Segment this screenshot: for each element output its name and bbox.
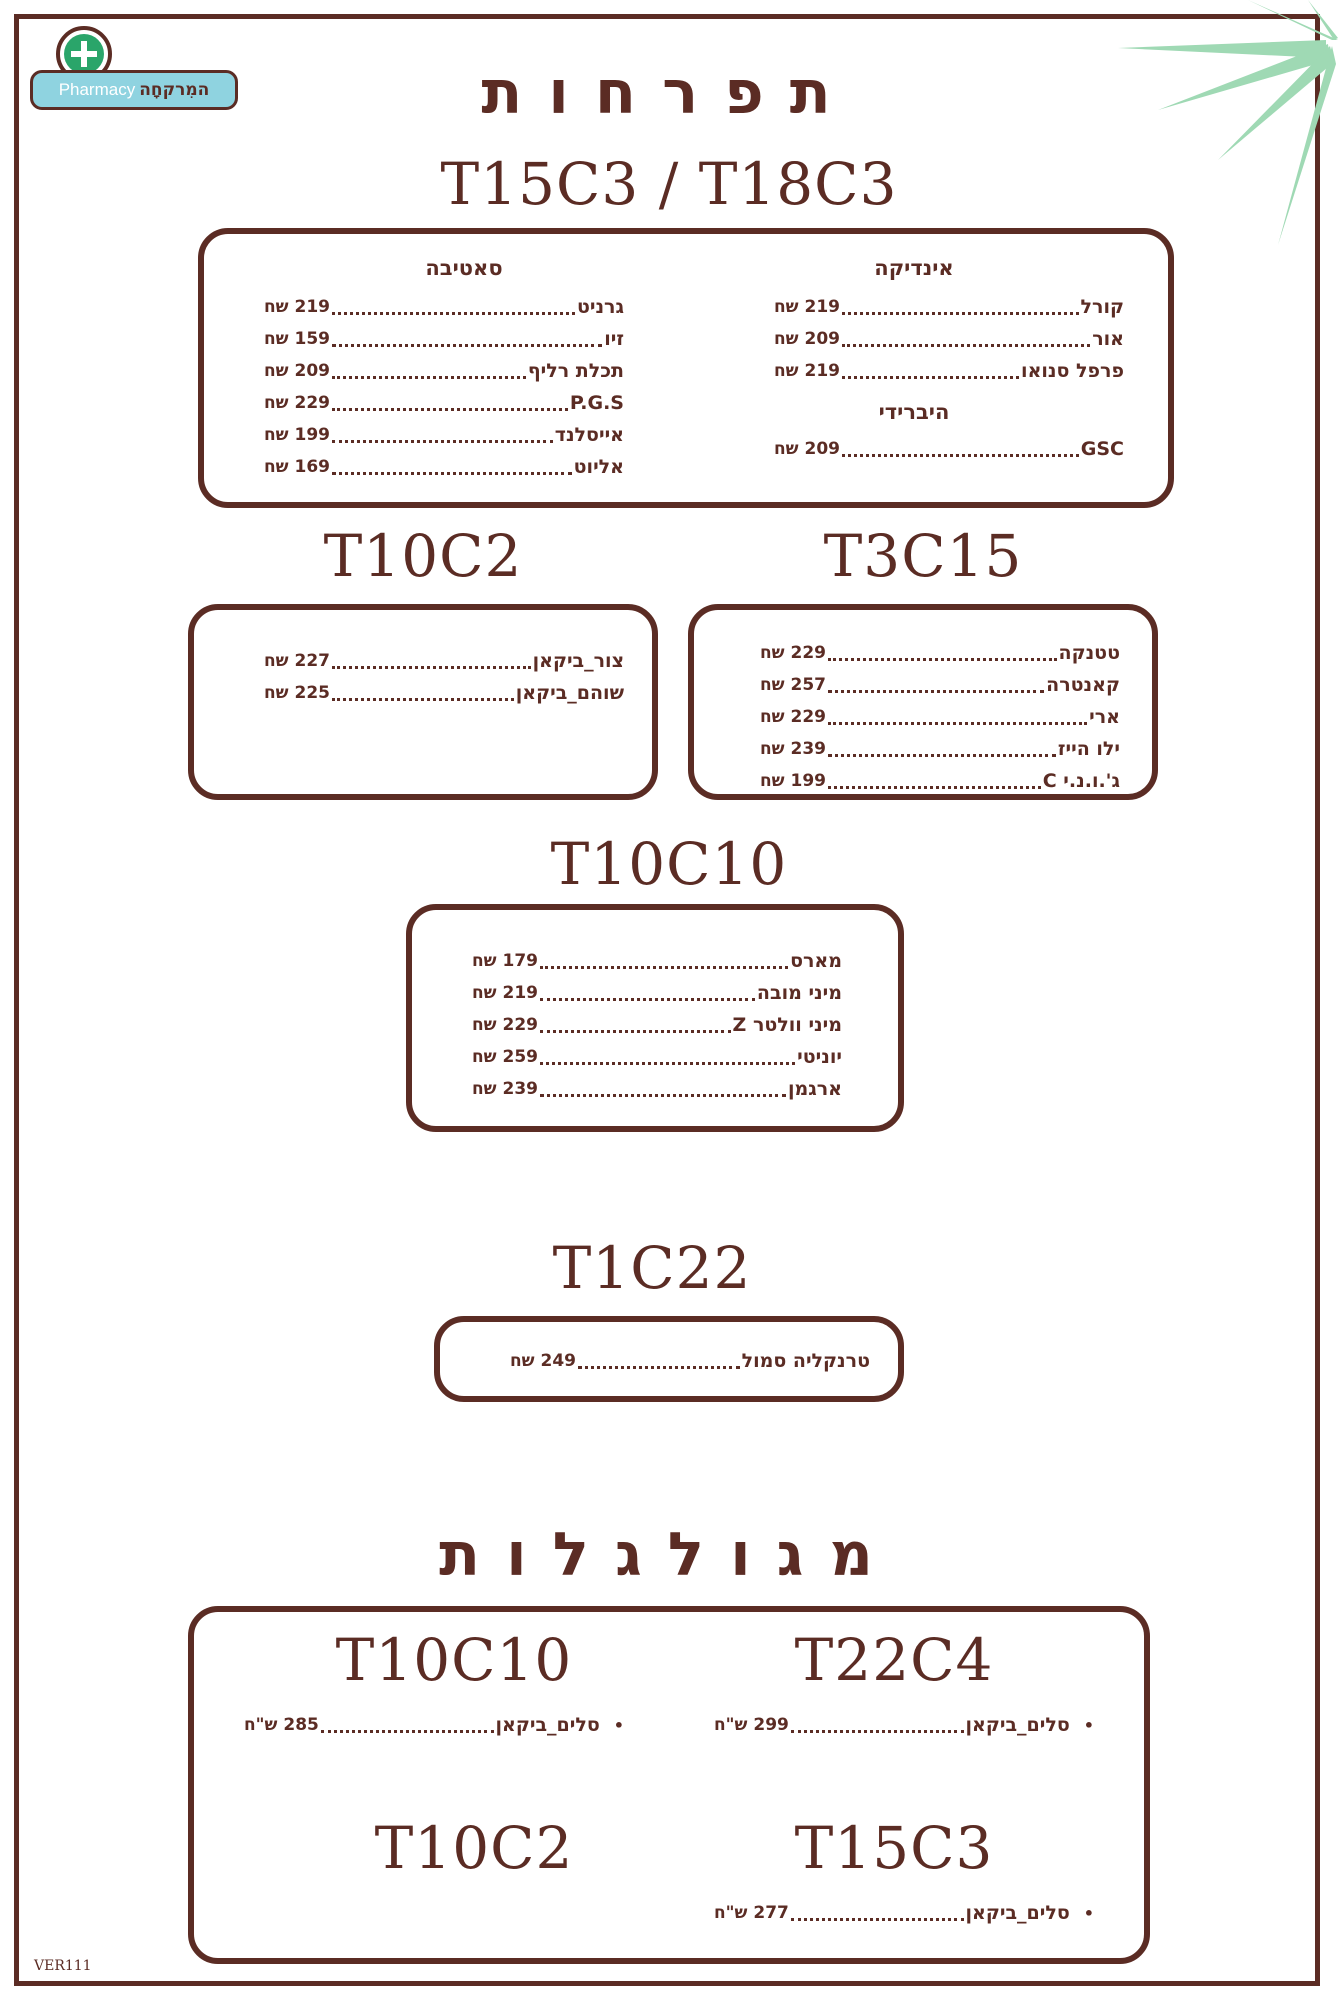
section-box-s5 (434, 1316, 904, 1402)
section-box-s1 (198, 228, 1174, 508)
category-t15c3-preroll: T15C3 (794, 1814, 994, 1882)
menu-item: שוהם_ביקאן 225 ש‏ח (264, 682, 624, 704)
category-t10c10-preroll: T10C10 (335, 1626, 573, 1694)
hybrid-title: היברידי (878, 400, 950, 424)
menu-item: אליוט 169 ש‏ח (264, 456, 624, 478)
menu-item: • סלים_ביקאן 285 ש"ח (244, 1714, 624, 1736)
menu-item: קורל 219 ש‏ח (774, 296, 1124, 318)
category-t22c4: T22C4 (794, 1626, 994, 1694)
logo-text-en: Pharmacy (58, 80, 136, 99)
menu-item: ג'.ו.נ.י C 199 ש‏ח (760, 770, 1120, 792)
category-t10c2-preroll: T10C2 (374, 1814, 574, 1882)
category-t1c22: T1C22 (552, 1234, 752, 1302)
sativa-title: סאטיבה (425, 256, 503, 280)
category-t10c10: T10C10 (550, 830, 788, 898)
category-t3c15: T3C15 (823, 522, 1023, 590)
menu-item: צור_ביקאן 227 ש‏ח (264, 650, 624, 672)
menu-item: טטנקה 229 ש‏ח (760, 642, 1120, 664)
category-t15c3-t18c3: T15C3 / T18C3 (440, 150, 898, 218)
menu-item: גרניט 219 ש‏ח (264, 296, 624, 318)
menu-item: מיני מובה 219 ש‏ח (472, 982, 842, 1004)
section-box-s4 (406, 904, 904, 1132)
prerolls-box (188, 1606, 1150, 1964)
menu-item: ארגמן 239 ש‏ח (472, 1078, 842, 1100)
section-box-s3 (688, 604, 1158, 800)
flowers-title: תפרחות (481, 58, 857, 128)
menu-item: מארס 179 ש‏ח (472, 950, 842, 972)
menu-item: ארי 229 ש‏ח (760, 706, 1120, 728)
menu-item: מיני וולטר Z 229 ש‏ח (472, 1014, 842, 1036)
menu-item: GSC 209 ש‏ח (774, 438, 1124, 460)
menu-item: יוניטי 259 ש‏ח (472, 1046, 842, 1068)
menu-item: אור 209 ש‏ח (774, 328, 1124, 350)
menu-item: זיו 159 ש‏ח (264, 328, 624, 350)
indica-title: אינדיקה (874, 256, 954, 280)
logo-text-he: המִרקחָה (139, 80, 210, 100)
menu-item: • סלים_ביקאן 277 ש"ח (714, 1902, 1094, 1924)
menu-item: פרפל סנואו 219 ש‏ח (774, 360, 1124, 382)
section-box-s2 (188, 604, 658, 800)
menu-item: טרנקליה סמול 249 ש‏ח (510, 1350, 870, 1372)
category-t10c2: T10C2 (323, 522, 523, 590)
menu-item: ילו הייז 239 ש‏ח (760, 738, 1120, 760)
menu-item: אייסלנד 199 ש‏ח (264, 424, 624, 446)
menu-item: • סלים_ביקאן 299 ש"ח (714, 1714, 1094, 1736)
menu-item: קאנטרה 257 ש‏ח (760, 674, 1120, 696)
menu-item: תכלת רליף 209 ש‏ח (264, 360, 624, 382)
version-label: VER111 (34, 1958, 92, 1974)
menu-item: P.G.S 229 ש‏ח (264, 392, 624, 414)
prerolls-title: מגולגלות (439, 1520, 899, 1590)
